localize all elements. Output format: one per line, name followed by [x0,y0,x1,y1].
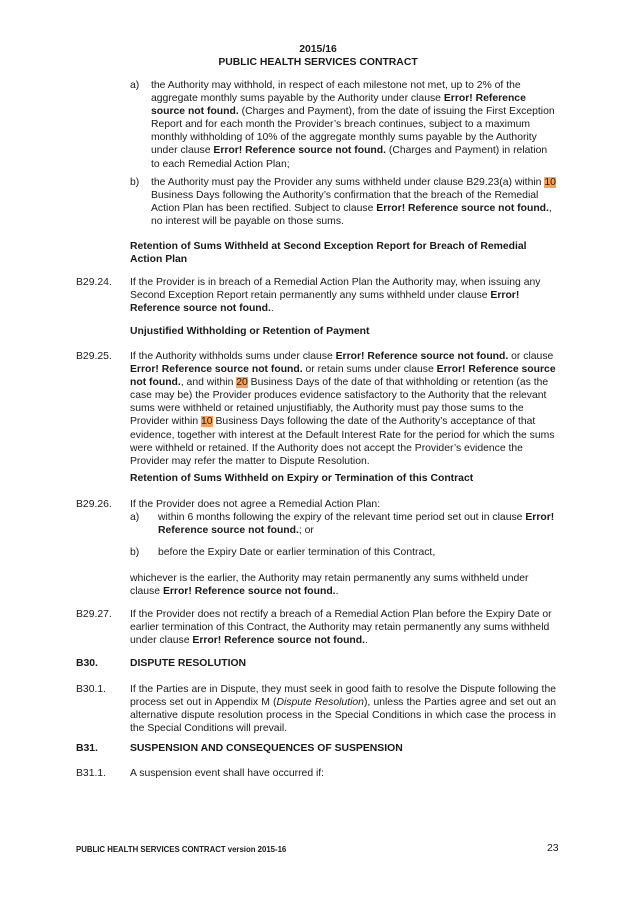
clause-text: the Authority must pay the Provider any sums withheld under clause B29.23(a) within 10 Business Days following the Authority’s confirmation that the breach of the Remedial Action Plan has been rectified. Subject to clause Error! Reference source not found., no interest will be payable on those sums. [151,177,556,228]
section-heading: Unjustified Withholding or Retention of Payment [130,326,370,337]
page-header [0,43,636,69]
clause-tail: whichever is the earlier, the Authority may retain permanently any sums withheld under clause Error! Reference source not found.. [130,573,529,598]
clause-subitem-a: within 6 months following the expiry of the relevant time period set out in clause Error! Reference source not found.; or [158,512,555,537]
section-number: B30. [76,658,98,669]
section-heading: Retention of Sums Withheld at Second Exception Report for Breach of Remedial Action Plan [130,241,527,266]
reference-error: Error! Reference source not found. [130,364,303,376]
reference-error: Error! Reference source not found. [376,203,549,215]
clause-intro: If the Provider does not agree a Remedial Action Plan: [130,499,381,510]
header-year: 2015/16 [299,44,337,55]
highlighted-value: 10 [544,177,556,188]
highlighted-value: 20 [236,377,248,389]
clause-number: B29.27. [76,609,112,620]
clause-number: B30.1. [76,684,107,695]
clause-text: If the Provider does not rectify a breach of a Remedial Action Plan before the Expiry Date or earlier termination of this Contract, the Authority may retain permanently any sums withheld under clause Error! Reference source not found.. [130,609,552,647]
reference-error: Error! Reference source not found. [192,635,366,647]
reference-error: Error! Reference source not found. [162,586,336,598]
clause-number: B29.24. [76,277,112,288]
header-title: PUBLIC HEALTH SERVICES CONTRACT [218,57,418,68]
clause-text: A suspension event shall have occurred if: [130,768,325,779]
section-number: B31. [76,743,98,754]
clause-number: B29.26. [76,499,112,510]
reference-error: Error! Reference source not found. [130,364,556,389]
list-marker: a) [130,80,140,91]
clause-text: If the Provider is in breach of a Remedial Action Plan the Authority may, when issuing any Second Exception Report retain permanently any sums withheld under clause Error! Reference source not found.. [130,277,541,315]
reference-error: Error! Reference source not found. [213,145,387,157]
reference-error: Error! Reference source not found. [130,290,520,315]
section-heading: Retention of Sums Withheld on Expiry or Termination of this Contract [130,473,474,484]
highlighted-value: 10 [201,416,213,428]
clause-text: If the Parties are in Dispute, they must seek in good faith to resolve the Dispute following the process set out in Appendix M (Dispute Resolution), unless the Parties agree and set out an alternative dispute resolution process in the Special Conditions in which case the process in the Special Conditions will prevail. [130,684,556,735]
reference-error: Error! Reference source not found. [335,351,509,362]
clause-text: the Authority may withhold, in respect of each milestone not met, up to 2% of the aggregate monthly sums payable by the Authority under clause Error! Reference source not found. (Charges and Payment), from the date of issuing the First Exception Report and for each month the Provider’s breach continues, subject to a maximum monthly withholding of 10% of the aggregate monthly sums payable by the Authority under clause Error! Reference source not found. (Charges and Payment) in relation to each Remedial Action Plan; [151,80,555,170]
section-title: DISPUTE RESOLUTION [130,658,247,669]
reference-error: Error! Reference source not found. [158,512,555,537]
reference-error: Error! Reference source not found. [151,93,526,118]
clause-number: B31.1. [76,768,107,779]
page-number: 23 [547,843,559,854]
list-marker: a) [130,512,140,523]
footer-title: PUBLIC HEALTH SERVICES CONTRACT version 2015-16 [76,845,287,854]
clause-subitem-b: before the Expiry Date or earlier termination of this Contract, [158,547,436,558]
section-title: SUSPENSION AND CONSEQUENCES OF SUSPENSION [130,743,403,754]
list-marker: b) [130,547,140,558]
list-marker: b) [130,177,140,188]
clause-text: If the Authority withholds sums under clause Error! Reference source not found. or clause Error! Reference source not found. or retain sums under clause Error! Reference source not found., and within 20 Business Days of the date of that withholding or retention (as the case may be) the Provider produces evidence satisfactory to the Authority that the relevant sums were withheld or retained unjustifiably, the Authority must pay those sums to the Provider within 10 Business Days following the date of the Authority’s acceptance of that evidence, together with interest at the Default Interest Rate for the period for which the sums were withheld or retained. If the Authority does not accept the Provider’s evidence the Provider may refer the matter to Dispute Resolution. [130,351,556,467]
clause-number: B29.25. [76,351,112,362]
